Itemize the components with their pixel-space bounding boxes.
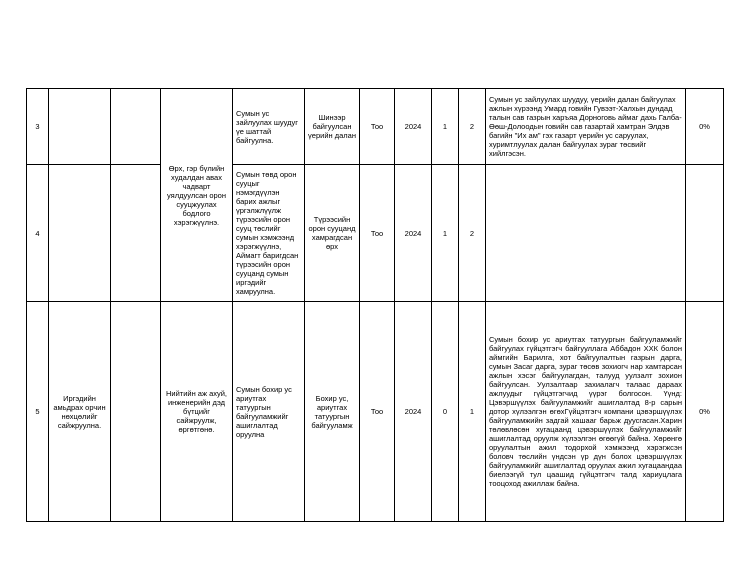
report-cell (486, 165, 686, 302)
percent-cell (686, 165, 724, 302)
blank-cell (111, 165, 161, 302)
table-row (27, 89, 724, 165)
target-cell: 2 (459, 89, 486, 165)
activity-cell: Сумын бохир ус ариутгах татуургын байгууламжийг ашиглалтад оруулна (233, 302, 305, 522)
task-cell: Өрх, гэр бүлийн худалдан авах чадварт уялдуулсан орон сууцжуулах бодлого хэрэгжүүлнэ. (161, 89, 233, 302)
target-cell: 1 (459, 302, 486, 522)
indicator-cell: Түрээсийн орон сууцанд хамрагдсан өрх (305, 165, 360, 302)
task-cell: Нийтийн аж ахуй, инженерийн дэд бүтцийг сайжруулж, өргөтгөнө. (161, 302, 233, 522)
unit-cell: Тоо (360, 302, 395, 522)
report-cell: Сумын бохир ус ариутгах татуургын байгууламжийг байгуулах гүйцэтгэгч байгууллага Аббадон ХХК болон аймгийн Барилга, хот байгуулалтын газрын дарга, сумын Засаг дарга, зураг төсөв зохиогч нар хамтарсан ажлын хэсэг байгуулагдан, талууд уулзалт зохион байгуулсан. Уулзалтаар захиалагч талаас дараах ажлуудыг гүйцэтгэгчид үүрэг болгосон. Үүнд: Цэвэршүүлэх байгууламжийг ашиглалтад 8-р сарын дотор хүлээлгэн өгөхГүйцэтгэгч компани цэвэршүүлэх байгууламжийн задгай хашааг барьж дуусгасан.Харин төлөвлөсөн хугацаанд цэвэршүүлэх байгууламжийг ашиглалтад оруулж хүлээлгэн өгөөгүй байна. Хөрөнгө оруулалтын ажил тодорхой хэмжээнд хэрэгжсэн боловч төслийн үндсэн үр дүн болох цэвэршүүлэх байгууламжийг ашиглалтад оруулах ажил хугацаандаа биелээгүй тул цаашид гүйцэтгэгч талд хариуцлага тооцоход ажиллаж байна. (486, 302, 686, 522)
year-cell: 2024 (395, 302, 432, 522)
percent-cell: 0% (686, 89, 724, 165)
blank-cell (111, 302, 161, 522)
objective-cell (49, 165, 111, 302)
percent-cell: 0% (686, 302, 724, 522)
baseline-cell: 1 (432, 165, 459, 302)
year-cell: 2024 (395, 165, 432, 302)
table-row (27, 165, 724, 302)
indicator-cell: Бохир ус, ариутгах татуургын байгууламж (305, 302, 360, 522)
row-number: 5 (27, 302, 49, 522)
unit-cell: Тоо (360, 165, 395, 302)
indicator-cell: Шинээр байгуулсан үерийн далан (305, 89, 360, 165)
activity-cell: Сумын төвд орон сууцыг нэмэгдүүлэн барих ажлыг үргэлжлүүлж түрээсийн орон сууц төслийг сумын хэмжээнд хэрэгжүүлнэ, Аймагт баригдсан түрээсийн орон сууцанд сумын иргэдийг хамруулна. (233, 165, 305, 302)
activity-cell: Сумын ус зайлуулах шуудуг үе шаттай байгуулна. (233, 89, 305, 165)
row-number: 3 (27, 89, 49, 165)
plan-report-table (26, 88, 724, 522)
objective-cell (49, 89, 111, 165)
unit-cell: Тоо (360, 89, 395, 165)
target-cell: 2 (459, 165, 486, 302)
baseline-cell: 1 (432, 89, 459, 165)
table-row (27, 302, 724, 522)
report-cell: Сумын ус зайлуулах шуудуу, үерийн далан байгуулах ажлын хүрээнд Умард говийн Гувээт-Халхын дундад талын сав газрын харъяа Дорноговь аймаг дахь Галба-Өөш-Долоодын говийн сав газартай хамтран Элдэв багийн "Их ам" гэх газарт үерийн ус саруулах, хуримтлуулах далан байгуулах зураг төсвийг хийлгэсэн. (486, 89, 686, 165)
blank-cell (111, 89, 161, 165)
row-number: 4 (27, 165, 49, 302)
objective-cell: Иргэдийн амьдрах орчин нөхцөлийг сайжруулна. (49, 302, 111, 522)
year-cell: 2024 (395, 89, 432, 165)
baseline-cell: 0 (432, 302, 459, 522)
